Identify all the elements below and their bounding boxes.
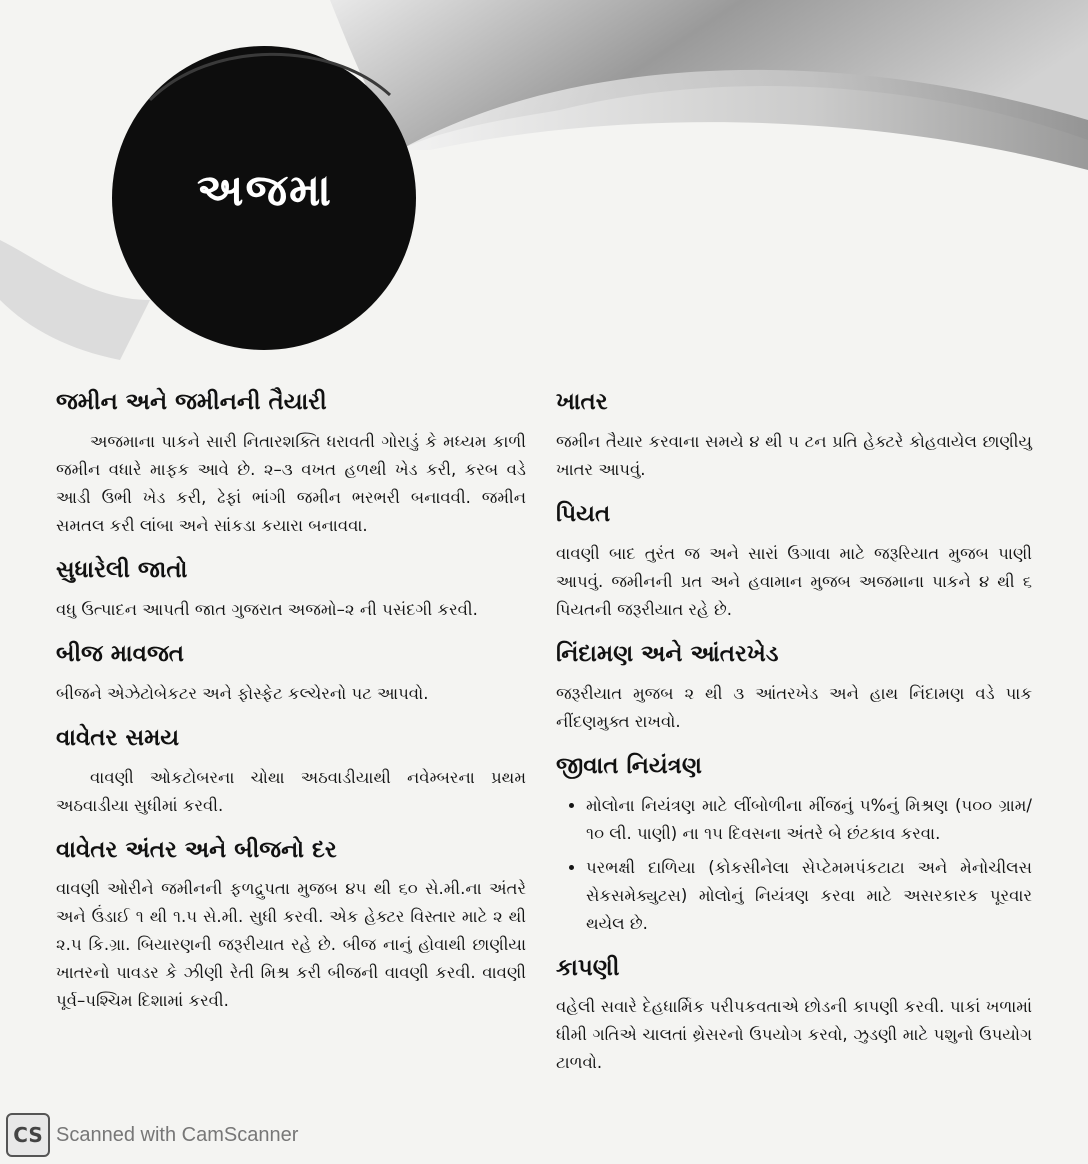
section-heading: વાવેતર સમય [56, 724, 180, 751]
section-heading: જીવાત નિયંત્રણ [556, 752, 702, 779]
section-heading: પિયત [556, 500, 611, 527]
section-text: વાવણી ઓકટોબરના ચોથા અઠવાડીયાથી નવેમ્બરના પ્રથમ અઠવાડીયા સુધીમાં કરવી. [56, 767, 526, 815]
section-seed-treatment [56, 640, 526, 708]
section-irrigation [556, 500, 1032, 624]
section-spacing-seed-rate [56, 836, 526, 1016]
section-heading: કાપણી [556, 954, 620, 981]
section-heading: વાવેતર અંતર અને બીજનો દર [56, 836, 337, 863]
list-item: • પરભક્ષી દાળિયા (કોકસીનેલા સેપ્ટેમમપંકટાટા અને મેનોચીલસ સેકસમેક્યુટસ) મોલોનું નિયંત્રણ કરવા માટે અસરકારક પૂરવાર થયેલ છે. [586, 854, 1032, 938]
section-pest-control [556, 752, 1032, 938]
section-text: વાવણી બાદ તુરંત જ અને સારાં ઉગાવા માટે જરૂરિયાત મુજબ પાણી આપવું. જમીનની પ્રત અને હવામાન મુજબ અજમાના પાકને ૪ થી ૬ પિયતની જરૂરીયાત રહે છે. [556, 543, 1032, 619]
right-column [556, 388, 1032, 1093]
list-item: • મોલોના નિયંત્રણ માટે લીંબોળીના મીંજનું ૫%નું મિશ્રણ (૫૦૦ ગ્રામ/૧૦ લી. પાણી) ના ૧૫ દિવસના અંતરે બે છંટકાવ કરવા. [586, 792, 1032, 848]
camscanner-logo-icon: CS [6, 1113, 50, 1157]
section-harvesting [556, 954, 1032, 1078]
camscanner-watermark [6, 1112, 316, 1158]
section-heading: ખાતર [556, 389, 608, 415]
section-weeding [556, 640, 1032, 736]
left-column [56, 388, 526, 1031]
section-sowing-time [56, 724, 526, 820]
watermark-text: Scanned with CamScanner [56, 1123, 299, 1146]
section-heading: સુધારેલી જાતો [56, 556, 188, 583]
page-title: અજમા [197, 165, 333, 216]
section-text: જમીન તૈયાર કરવાના સમયે ૪ થી ૫ ટન પ્રતિ હેક્ટરે કોહવાયેલ છાણીયુ ખાતર આપવું. [556, 431, 1032, 479]
section-text: અજમાના પાકને સારી નિતારશક્તિ ધરાવતી ગોરાડું કે મધ્યમ કાળી જમીન વધારે માફક આવે છે. ૨–૩ વખત હળથી ખેડ કરી, કરબ વડે આડી ઉભી ખેડ કરી, ઢેફાં ભાંગી જમીન ભરભરી બનાવવી. જમીન સમતલ કરી લાંબા અને સાંકડા કયારા બનાવવા. [56, 431, 526, 535]
section-heading: નિંદામણ અને આંતરખેડ [556, 640, 779, 667]
section-text: વધુ ઉત્પાદન આપતી જાત ગુજરાત અજમો–૨ ની પસંદગી કરવી. [56, 599, 478, 619]
section-improved-varieties [56, 556, 526, 624]
section-text: વાવણી ઓરીને જમીનની ફળદ્રુપતા મુજબ ૪૫ થી ૬૦ સે.મી.ના અંતરે અને ઉંડાઈ ૧ થી ૧.૫ સે.મી. સુધી કરવી. એક હેક્ટર વિસ્તાર માટે ૨ થી ૨.૫ કિ.ગ્રા. બિયારણની જરૂરીયાત રહે છે. બીજ નાનું હોવાથી છાણીયા ખાતરનો પાવડર કે ઝીણી રેતી મિશ્ર કરી બીજની વાવણી કરવી. વાવણી પૂર્વ–પશ્ચિમ દિશામાં કરવી. [56, 879, 526, 1011]
section-heading: બીજ માવજત [56, 640, 185, 667]
section-text: બીજને એઝેટોબેકટર અને ફોસ્ફેટ કલ્ચેરનો પટ આપવો. [56, 683, 429, 703]
bullet-list [556, 792, 1032, 938]
section-text: વહેલી સવારે દેહધાર્મિક પરીપકવતાએ છોડની કાપણી કરવી. પાકાં ખળામાં ધીમી ગતિએ ચાલતાં થ્રેસરનો ઉપયોગ કરવો, ઝુડણી માટે પશુનો ઉપયોગ ટાળવો. [556, 997, 1032, 1073]
section-land-preparation [56, 388, 526, 540]
section-text: જરૂરીયાત મુજબ ૨ થી ૩ આંતરખેડ અને હાથ નિંદામણ વડે પાક નીંદણમુક્ત રાખવો. [556, 683, 1032, 731]
section-fertilizer [556, 388, 1032, 484]
section-heading: જમીન અને જમીનની તૈયારી [56, 389, 327, 415]
